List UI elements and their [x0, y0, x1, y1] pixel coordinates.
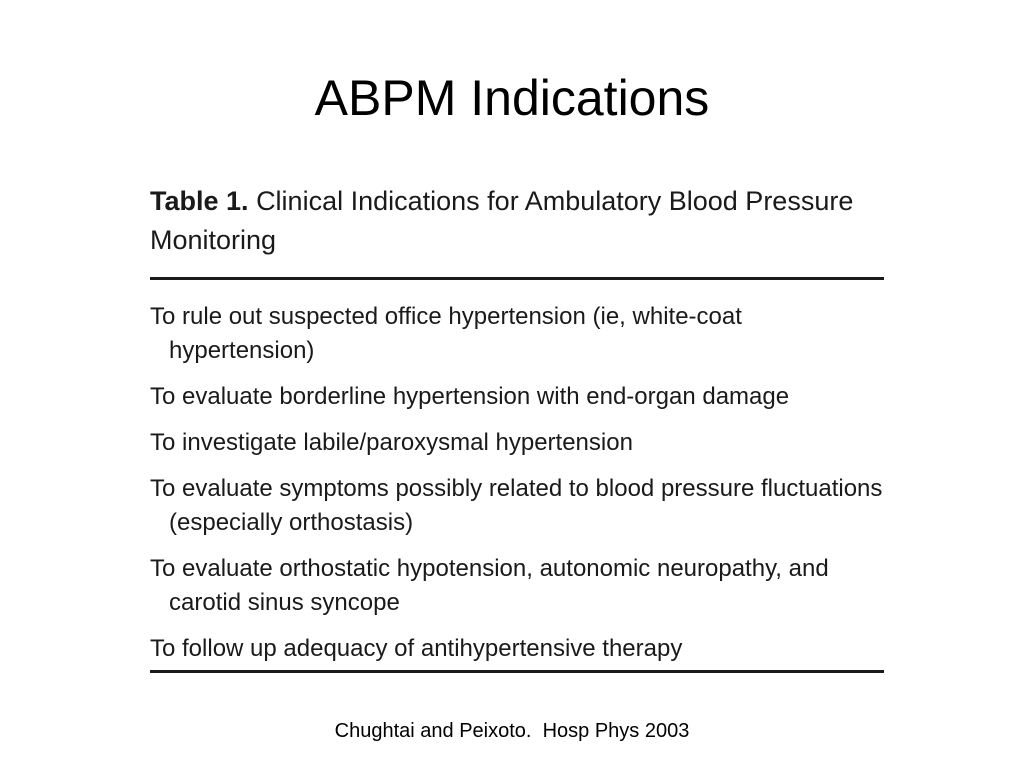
table-caption-text: Clinical Indications for Ambulatory Blood Pressure Monitoring — [150, 186, 854, 255]
indications-table — [150, 182, 884, 673]
indication-item: To evaluate orthostatic hypotension, autonomic neuropathy, and carotid sinus syncope — [150, 555, 829, 616]
indication-item: To evaluate symptoms possibly related to blood pressure fluctuations (especially orthostasis) — [150, 475, 883, 536]
indication-item: To follow up adequacy of antihypertensive therapy — [150, 635, 683, 662]
indication-list — [150, 280, 884, 673]
table-label: Table 1. — [150, 186, 249, 216]
table-caption — [150, 182, 884, 280]
slide-title: ABPM Indications — [314, 70, 710, 126]
indication-item: To rule out suspected office hypertension (ie, white-coat hypertension) — [150, 303, 742, 364]
indication-item: To evaluate borderline hypertension with end-organ damage — [150, 383, 790, 410]
indication-item: To investigate labile/paroxysmal hypertension — [150, 429, 633, 456]
source-citation: Chughtai and Peixoto. Hosp Phys 2003 — [334, 720, 690, 742]
